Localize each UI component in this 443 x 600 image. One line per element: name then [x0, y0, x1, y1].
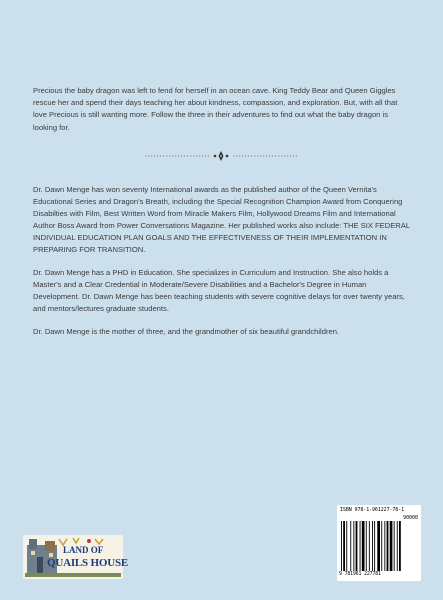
book-blurb: Precious the baby dragon was left to fend for herself in an ocean cave. King Teddy Bear and Queen Giggles rescue her and spend their days teaching her about kindness, compassion, and exploration. But, with all that love Precious is still wanting more. Follow the three in their adventures to find out what the baby dragon is looking for.	[33, 86, 398, 132]
publisher-name-line2: QUAILS HOUSE	[47, 557, 129, 569]
ornamental-divider	[145, 150, 297, 162]
publisher-name-line1: LAND OF	[63, 545, 104, 555]
bio-paragraph-awards: Dr. Dawn Menge has won seventy International awards as the published author of the Queen Vernita's Educational Series and Dragon's Breath, including the Special Recognition Champion Award from Conquering Disabilties with Film, Best Written Word from Miracle Makers Film, Hollywood Dreams Film and International Author Boss Award from Power Conversations Magazine. Her published works also include: THE SIX FEDERAL INDIVIDUAL EDUCATION PLAN GOALS AND THE EFFECTIVENESS OF THEIR IMPLEMENTATION IN PREPARING FOR TRANSITION.	[33, 185, 410, 254]
bio-paragraph-family: Dr. Dawn Menge is the mother of three, and the grandmother of six beautiful grandchildren.	[33, 327, 340, 336]
publisher-logo	[23, 535, 129, 579]
price-code: 90000	[402, 515, 418, 521]
barcode-icon	[341, 521, 417, 571]
bio-paragraph-education: Dr. Dawn Menge has a PHD in Education. She specializes in Curriculum and Instruction. She also holds a Master's and a Clear Credential in Moderate/Severe Disabilities and a Bachelor's Degree in Human Development. Dr. Dawn Menge has been teaching students with severe cognitive delays for over twenty years, and mentors/lectures graduate students.	[33, 268, 405, 313]
isbn-label: ISBN 978-1-961227-78-1	[340, 507, 405, 513]
author-bio	[33, 184, 413, 349]
isbn-barcode-block	[337, 505, 421, 581]
isbn-digits: 9 781961 227781	[339, 572, 381, 577]
